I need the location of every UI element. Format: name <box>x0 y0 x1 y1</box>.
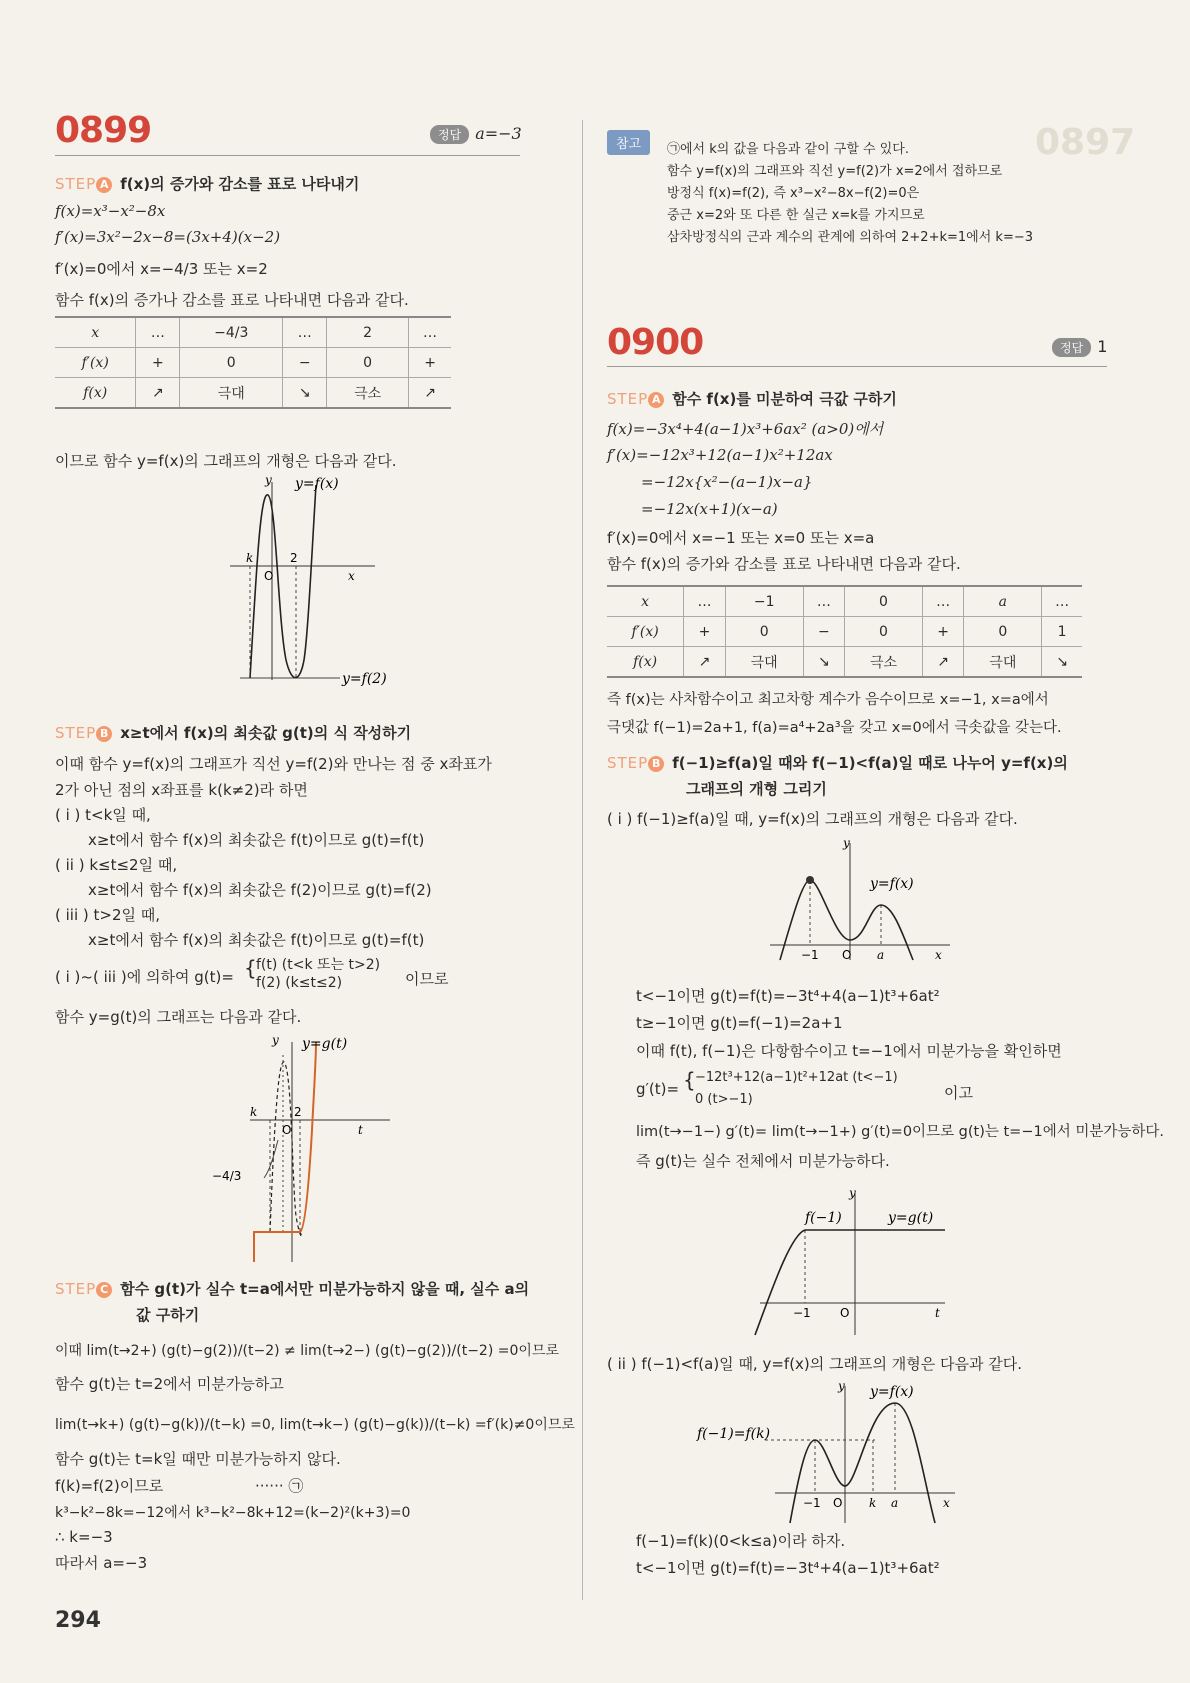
answer-0900 <box>1052 337 1107 357</box>
note-line: 중근 x=2와 또 다른 한 실근 x=k를 가지므로 <box>667 208 925 223</box>
brace: { <box>683 1068 696 1092</box>
text-line: 따라서 a=−3 <box>55 1554 148 1572</box>
table-row <box>55 317 451 348</box>
text-line: f′(x)=0에서 x=−4/3 또는 x=2 <box>55 260 268 278</box>
table-cell: −4/3 <box>180 317 283 348</box>
step-title: f(−1)≥f(a)일 때와 f(−1)<f(a)일 때로 나누어 y=f(x)의 <box>672 754 1068 772</box>
text-line: x≥t에서 함수 f(x)의 최솟값은 f(t)이므로 g(t)=f(t) <box>88 931 425 949</box>
minus-one-label: −1 <box>801 948 819 962</box>
k-label: k <box>250 1105 258 1119</box>
text-line: f′(x)=3x²−2x−8=(3x+4)(x−2) <box>55 228 281 246</box>
t-label: t <box>935 1306 940 1320</box>
table-cell: ↗ <box>136 378 180 409</box>
k-label: k <box>869 1496 877 1510</box>
table-cell: a <box>964 586 1042 617</box>
text-line: 즉 g(t)는 실수 전체에서 미분가능하다. <box>636 1152 890 1170</box>
step-heading <box>55 173 359 194</box>
step-letter: A <box>96 177 112 193</box>
text-line: t<−1이면 g(t)=f(t)=−3t⁴+4(a−1)t³+6at² <box>636 987 940 1005</box>
table-cell: + <box>922 617 964 647</box>
table-cell: − <box>283 348 327 378</box>
table-cell: x <box>607 586 684 617</box>
graph-f-case1 <box>765 835 965 965</box>
note-line: 삼차방정식의 근과 계수의 관계에 의하여 2+2+k=1에서 k=−3 <box>667 230 1033 245</box>
text-line: ∴ k=−3 <box>55 1528 113 1546</box>
table-cell: … <box>684 586 726 617</box>
t-label: t <box>358 1123 363 1137</box>
curve-label: y=f(x) <box>870 876 914 892</box>
table-cell: f′(x) <box>55 348 136 378</box>
text-line: ( iii ) t>2일 때, <box>55 906 161 924</box>
origin-label: O <box>833 1496 843 1510</box>
f-minus1-label: f(−1) <box>805 1210 842 1226</box>
curve-label: y=f(x) <box>295 476 339 492</box>
step-title-cont: 값 구하기 <box>136 1306 200 1324</box>
table-cell: ↘ <box>803 647 845 678</box>
text-line: lim(t→k+) (g(t)−g(k))/(t−k) =0, lim(t→k−) (g(t)−g(k))/(t−k) =f′(k)≠0이므로 <box>55 1417 575 1433</box>
note-line: 함수 y=f(x)의 그래프와 직선 y=f(2)가 x=2에서 접하므로 <box>667 164 1003 179</box>
y-label: y <box>843 836 850 850</box>
step-tag: STEP <box>55 175 97 193</box>
variation-table <box>55 316 451 409</box>
text-line: 극댓값 f(−1)=2a+1, f(a)=a⁴+2a³을 갖고 x=0에서 극솟값을 갖는다. <box>607 720 1062 736</box>
graph-g <box>212 1030 420 1270</box>
ghost-number: 0897 <box>1035 122 1136 163</box>
table-cell: 극대 <box>964 647 1042 678</box>
text-line: 이므로 함수 y=f(x)의 그래프의 개형은 다음과 같다. <box>55 452 397 470</box>
step-heading <box>607 752 1068 773</box>
note-tag: 참고 <box>607 130 650 155</box>
table-row <box>607 647 1082 678</box>
table-cell: −1 <box>725 586 803 617</box>
graph-f-cubic <box>220 470 440 690</box>
y-label: y <box>272 1033 279 1047</box>
table-cell: ↗ <box>409 378 451 409</box>
step-heading <box>55 722 411 743</box>
fk-label: f(−1)=f(k) <box>697 1426 771 1442</box>
text-line: x≥t에서 함수 f(x)의 최솟값은 f(t)이므로 g(t)=f(t) <box>88 831 425 849</box>
text-line: f′(x)=−12x³+12(a−1)x²+12ax <box>607 446 833 464</box>
curve-g <box>755 1230 945 1335</box>
table-cell: + <box>409 348 451 378</box>
table-cell: 0 <box>845 586 923 617</box>
graph-g-case1 <box>745 1185 955 1340</box>
text-line: 2가 아닌 점의 x좌표를 k(k≠2)라 하면 <box>55 781 308 799</box>
piecewise-g <box>55 966 234 987</box>
text-line: 함수 y=g(t)의 그래프는 다음과 같다. <box>55 1008 302 1026</box>
step-title: 함수 g(t)가 실수 t=a에서만 미분가능하지 않을 때, 실수 a의 <box>120 1280 530 1298</box>
text-line: 이때 f(t), f(−1)은 다항함수이고 t=−1에서 미분가능을 확인하면 <box>636 1042 1062 1060</box>
table-row <box>55 378 451 409</box>
curve-label: y=g(t) <box>888 1210 934 1226</box>
minus-one-label: −1 <box>803 1496 821 1510</box>
origin-label: O <box>840 1306 850 1320</box>
two-label: 2 <box>294 1105 302 1119</box>
case-line: 0 (t>−1) <box>695 1092 753 1107</box>
table-cell: ↗ <box>922 647 964 678</box>
step-title: x≥t에서 f(x)의 최솟값 g(t)의 식 작성하기 <box>120 724 412 742</box>
text-line: =−12x(x+1)(x−a) <box>641 500 778 518</box>
text-line: ( ii ) f(−1)<f(a)일 때, y=f(x)의 그래프의 개형은 다음과 같다. <box>607 1355 1022 1373</box>
text-line: f(k)=f(2)이므로 <box>55 1477 164 1495</box>
text: 이므로 <box>405 970 449 988</box>
table-cell: ↘ <box>283 378 327 409</box>
table-cell: … <box>922 586 964 617</box>
origin-label: O <box>282 1123 292 1137</box>
brace: { <box>244 956 257 980</box>
text: 이고 <box>944 1084 973 1102</box>
minus-one-label: −1 <box>793 1306 811 1320</box>
text-line: lim(t→−1−) g′(t)= lim(t→−1+) g′(t)=0이므로 g(t)는 t=−1에서 미분가능하다. <box>636 1124 1164 1140</box>
table-cell: … <box>409 317 451 348</box>
two-label: 2 <box>290 551 298 565</box>
step-tag: STEP <box>55 724 97 742</box>
text-line: 함수 f(x)의 증가와 감소를 표로 나타내면 다음과 같다. <box>607 555 961 573</box>
step-heading <box>55 1278 529 1299</box>
a-label: a <box>877 948 885 962</box>
table-cell: ↗ <box>684 647 726 678</box>
title-rule <box>607 366 1107 367</box>
graph-f-case2 <box>697 1378 960 1528</box>
table-cell: 0 <box>845 617 923 647</box>
note-line: ㉠에서 k의 값을 다음과 같이 구할 수 있다. <box>667 142 909 157</box>
table-cell: 0 <box>180 348 283 378</box>
text-line: g′(t)= <box>636 1080 680 1098</box>
answer-0899 <box>430 124 522 144</box>
text-line: f(x)=x³−x²−8x <box>55 202 166 220</box>
step-letter: B <box>96 726 112 742</box>
origin-label: O <box>264 569 274 583</box>
text-line: k³−k²−8k=−12에서 k³−k²−8k+12=(k−2)²(k+3)=0 <box>55 1505 411 1521</box>
y-label: y <box>265 473 272 487</box>
step-tag: STEP <box>607 754 649 772</box>
step-title: f(x)의 증가와 감소를 표로 나타내기 <box>120 175 360 193</box>
table-cell: 0 <box>327 348 409 378</box>
text-line: t<−1이면 g(t)=f(t)=−3t⁴+4(a−1)t³+6at² <box>636 1559 940 1577</box>
text-line: f′(x)=0에서 x=−1 또는 x=0 또는 x=a <box>607 529 875 547</box>
table-cell: x <box>55 317 136 348</box>
max-point <box>806 876 814 884</box>
text-line: f(x)=−3x⁴+4(a−1)x³+6ax² (a>0)에서 <box>607 420 884 438</box>
page-number: 294 <box>55 1608 101 1633</box>
step-tag: STEP <box>55 1280 97 1298</box>
text-line: 이때 함수 y=f(x)의 그래프가 직선 y=f(2)와 만나는 점 중 x좌표가 <box>55 755 492 773</box>
curve-g <box>254 1042 316 1262</box>
arrow-line <box>264 1140 278 1178</box>
y-label: y <box>849 1186 856 1200</box>
text-line: ( i ) t<k일 때, <box>55 806 151 824</box>
step-letter: A <box>648 392 664 408</box>
curve-label: y=f(x) <box>870 1384 914 1400</box>
text-line: 함수 f(x)의 증가나 감소를 표로 나타내면 다음과 같다. <box>55 291 409 309</box>
table-cell: 0 <box>725 617 803 647</box>
table-row <box>607 617 1082 647</box>
y-label: y <box>838 1379 845 1393</box>
case-line: f(2) (k≤t≤2) <box>256 975 343 991</box>
table-cell: 극소 <box>327 378 409 409</box>
table-cell: … <box>803 586 845 617</box>
answer-value: a=−3 <box>475 124 522 143</box>
table-cell: 극대 <box>180 378 283 409</box>
table-cell: + <box>136 348 180 378</box>
table-cell: f(x) <box>607 647 684 678</box>
table-row <box>607 586 1082 617</box>
line-label: y=f(2) <box>342 671 387 687</box>
case-line: f(t) (t<k 또는 t>2) <box>256 957 381 973</box>
answer-badge: 정답 <box>430 125 469 144</box>
case-line: −12t³+12(a−1)t²+12at (t<−1) <box>695 1070 898 1085</box>
text-line: ( i ) f(−1)≥f(a)일 때, y=f(x)의 그래프의 개형은 다음과 같다. <box>607 810 1018 828</box>
table-cell: + <box>684 617 726 647</box>
variation-table <box>607 585 1082 678</box>
text-line: 이때 lim(t→2+) (g(t)−g(2))/(t−2) ≠ lim(t→2−) (g(t)−g(2))/(t−2) =0이므로 <box>55 1343 559 1359</box>
step-title: 함수 f(x)를 미분하여 극값 구하기 <box>672 390 897 408</box>
text: ( i )~( iii )에 의하여 g(t)= <box>55 968 234 986</box>
title-rule <box>55 155 520 156</box>
table-cell: 1 <box>1042 617 1082 647</box>
table-row <box>55 348 451 378</box>
curve-f-dashed <box>270 1062 302 1237</box>
x-label: x <box>348 569 355 583</box>
a-label: a <box>891 1496 899 1510</box>
text-line: 함수 g(t)는 t=k일 때만 미분가능하지 않다. <box>55 1450 341 1468</box>
text-line: f(−1)=f(k)(0<k≤a)이라 하자. <box>636 1532 846 1550</box>
text-line: 즉 f(x)는 사차함수이고 최고차항 계수가 음수이므로 x=−1, x=a에서 <box>607 692 1049 708</box>
k-label: k <box>246 551 254 565</box>
step-letter: B <box>648 756 664 772</box>
note-line: 방정식 f(x)=f(2), 즉 x³−x²−8x−f(2)=0은 <box>667 186 920 201</box>
x-label: x <box>935 948 942 962</box>
problem-number-0899: 0899 <box>55 110 152 151</box>
table-cell: … <box>136 317 180 348</box>
text-line: ( ii ) k≤t≤2일 때, <box>55 856 178 874</box>
step-heading <box>607 388 897 409</box>
table-cell: f′(x) <box>607 617 684 647</box>
x-label: x <box>943 1496 950 1510</box>
step-letter: C <box>96 1282 112 1298</box>
text-line: x≥t에서 함수 f(x)의 최솟값은 f(2)이므로 g(t)=f(2) <box>88 881 432 899</box>
text-line: =−12x{x²−(a−1)x−a} <box>641 473 813 491</box>
table-cell: 극대 <box>725 647 803 678</box>
step-tag: STEP <box>607 390 649 408</box>
problem-number-0900: 0900 <box>607 322 704 363</box>
curve-label: y=g(t) <box>302 1036 348 1052</box>
table-cell: ↘ <box>1042 647 1082 678</box>
column-divider <box>582 120 583 1600</box>
table-cell: 0 <box>964 617 1042 647</box>
text-line: 함수 g(t)는 t=2에서 미분가능하고 <box>55 1375 284 1393</box>
origin-label: O <box>842 948 852 962</box>
marker: ······ ㉠ <box>255 1477 304 1495</box>
answer-badge: 정답 <box>1052 338 1091 357</box>
step-title-cont: 그래프의 개형 그리기 <box>686 780 827 798</box>
table-cell: 2 <box>327 317 409 348</box>
table-cell: 극소 <box>845 647 923 678</box>
table-cell: − <box>803 617 845 647</box>
text-line: t≥−1이면 g(t)=f(−1)=2a+1 <box>636 1014 843 1032</box>
table-cell: … <box>283 317 327 348</box>
minus-four-thirds-label: −4/3 <box>212 1169 242 1183</box>
table-cell: f(x) <box>55 378 136 409</box>
curve-f <box>250 485 316 678</box>
answer-value: 1 <box>1097 337 1108 356</box>
table-cell: … <box>1042 586 1082 617</box>
